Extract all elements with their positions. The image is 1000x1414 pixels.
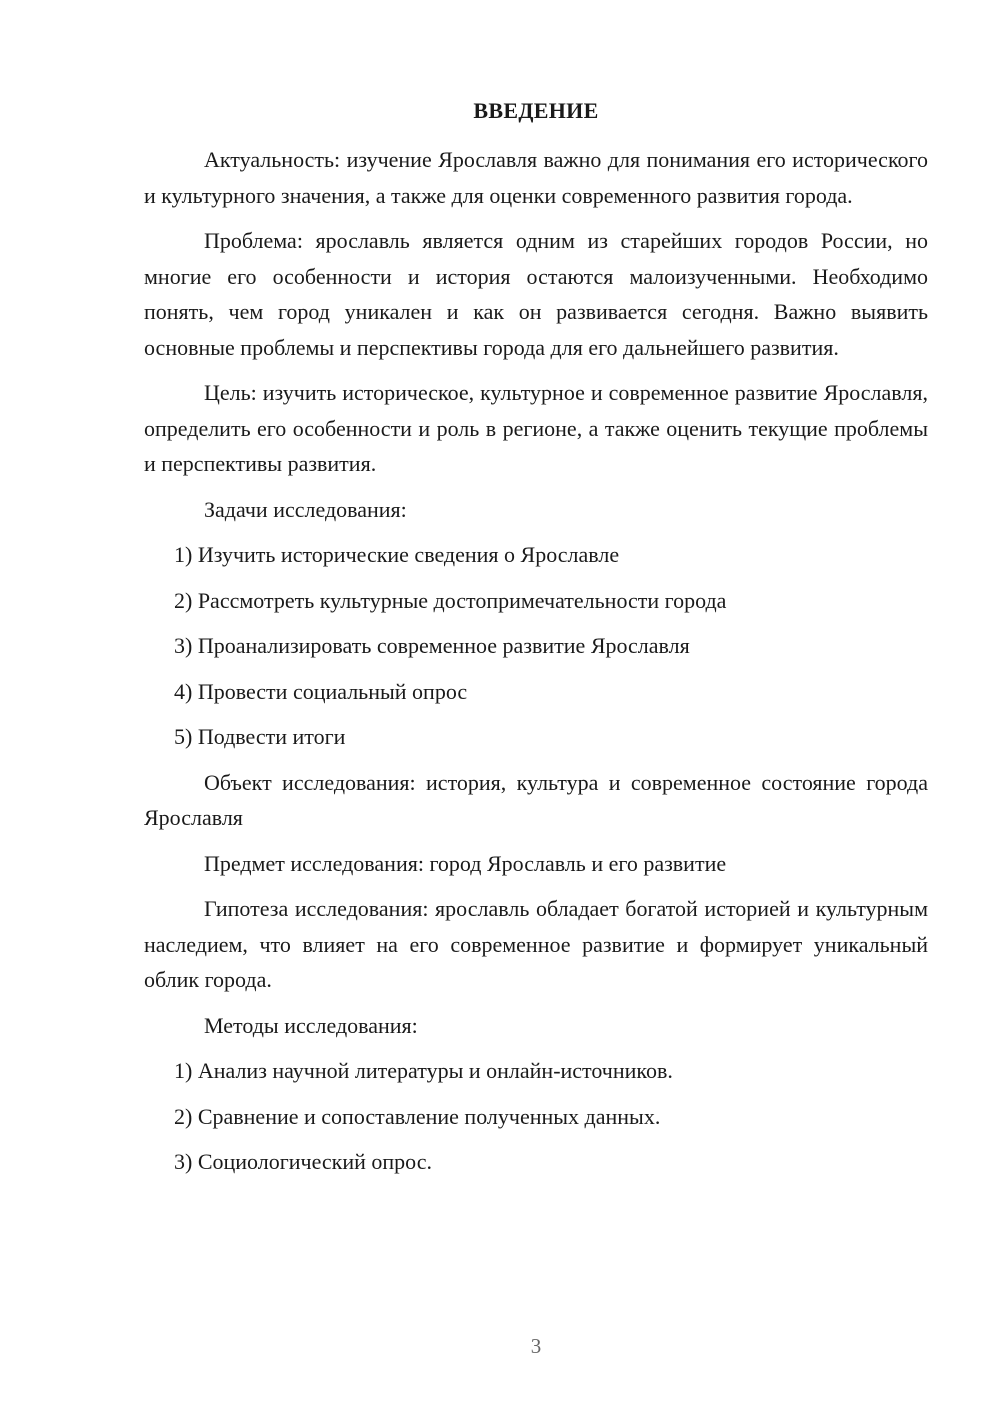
task-item: 2) Рассмотреть культурные достопримечательности города xyxy=(174,587,727,613)
subject-paragraph: Предмет исследования: город Ярославль и его развитие xyxy=(204,850,727,876)
method-item: 1) Анализ научной литературы и онлайн-источников. xyxy=(174,1058,673,1083)
tasks-heading: Задачи исследования: xyxy=(204,496,407,522)
relevance-paragraph: Актуальность: изучение Ярославля важно для понимания его исторического и культурного значения, а также для оценки современного развития города. xyxy=(144,147,928,208)
page-number: 3 xyxy=(530,1334,542,1358)
task-item: 4) Провести социальный опрос xyxy=(174,678,468,704)
task-item: 5) Подвести итоги xyxy=(174,724,346,749)
document-body xyxy=(144,142,928,1190)
goal-paragraph: Цель: изучить историческое, культурное и современное развитие Ярославля, определить его особенности и роль в регионе, а также оценить текущие проблемы и перспективы развития. xyxy=(144,380,928,476)
hypothesis-paragraph: Гипотеза исследования: ярославль обладает богатой историей и культурным наследием, что влияет на его современное развитие и формирует уникальный облик города. xyxy=(144,896,928,992)
object-paragraph: Объект исследования: история, культура и современное состояние города Ярославля xyxy=(144,769,928,830)
problem-paragraph: Проблема: ярославль является одним из старейших городов России, но многие его особенности и история остаются малоизученными. Необходимо понять, чем город уникален и как он развивается сегодня. Важно выявить основные проблемы и перспективы города для его дальнейшего развития. xyxy=(144,228,928,360)
methods-heading: Методы исследования: xyxy=(204,1012,418,1038)
task-item: 3) Проанализировать современное развитие Ярославля xyxy=(174,633,690,658)
page-title: ВВЕДЕНИЕ xyxy=(473,98,599,123)
task-item: 1) Изучить исторические сведения о Ярославле xyxy=(174,542,620,567)
method-item: 3) Социологический опрос. xyxy=(174,1149,432,1174)
method-item: 2) Сравнение и сопоставление полученных данных. xyxy=(174,1103,661,1129)
